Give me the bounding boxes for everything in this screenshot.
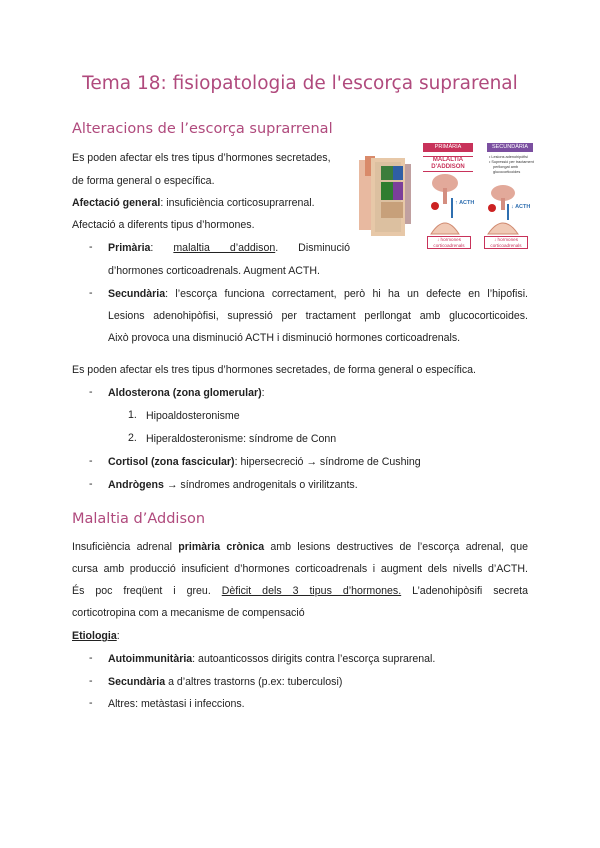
intro-line-1: Es poden afectar els tres tipus d’hormones secretades,	[72, 152, 331, 164]
horm-line-2: corticoadrenals	[433, 242, 465, 248]
horm-line-2: corticoadrenals	[490, 242, 522, 248]
malaltia-line-1: MALALTIA	[432, 157, 464, 163]
etiologia-heading	[72, 629, 120, 643]
secundaria-header: SECUNDÀRIA	[491, 144, 529, 150]
primaria-link[interactable]: malaltia d’addison	[173, 242, 276, 254]
hormones-label-primary	[427, 236, 471, 249]
secundaria-notes	[489, 155, 534, 175]
bullet-dash: -	[89, 478, 93, 490]
addison-l1a: Insuficiència adrenal	[72, 541, 179, 553]
section-heading-alteracions: Alteracions de l’escorça suprarrenal	[72, 121, 333, 137]
sec-note-3: perllongat amb	[493, 165, 519, 169]
acth-down-label: ↓ ACTH	[511, 204, 531, 210]
primaria-line: Primària: malaltia d’addison. Disminució	[108, 242, 350, 254]
addison-line-3	[72, 584, 528, 598]
bullet-dash: -	[89, 455, 93, 467]
afectacio-line-2: Afectació a diferents tipus d’hormones.	[72, 219, 255, 231]
list-number-2: 2.	[128, 432, 137, 444]
malaltia-line-2: D'ADDISON	[431, 164, 465, 170]
sec-note-4: glucocorticoides	[493, 170, 521, 174]
bullet-dash: -	[89, 675, 93, 687]
secundaria-line	[108, 287, 528, 301]
bullet-dash: -	[89, 241, 93, 253]
bullet-dash: -	[89, 386, 93, 398]
addison-l1b: primària crònica	[178, 541, 265, 553]
etiologia-suffix: :	[116, 630, 120, 642]
primaria-text: . Disminució	[275, 242, 350, 254]
autoimmunitaria-text: : autoanticossos dirigits contra l’escorça suprarenal.	[192, 653, 436, 665]
autoimmunitaria-line	[108, 652, 435, 666]
aldosterona-suffix: :	[261, 387, 265, 399]
section-heading-addison: Malaltia d’Addison	[72, 511, 206, 527]
addison-l3c: L’adenohipòsifi secreta	[401, 585, 528, 597]
sec-note-2: • Supressió per tractament	[489, 160, 534, 164]
secundaria-line-2: Lesions adenohipòfisi, supressió per tractament perllongat amb glucocorticoides.	[108, 310, 528, 322]
altres-line: Altres: metàstasi i infeccions.	[108, 698, 245, 710]
secundaria-etiologia-line	[108, 675, 342, 689]
acth-up-label: ↑ ACTH	[455, 200, 475, 206]
malaltia-addison-label	[423, 156, 473, 172]
intro-line-3: Es poden afectar els tres tipus d’hormones secretades, de forma general o específica.	[72, 364, 476, 376]
horm-line-1: ↓ hormones	[493, 237, 518, 242]
bullet-dash: -	[89, 287, 93, 299]
secundaria-etiologia-label: Secundària	[108, 676, 166, 688]
page-title: Tema 18: fisiopatologia de l'escorça suprarenal	[82, 73, 518, 94]
cortisol-label: Cortisol (zona fascicular)	[108, 456, 235, 468]
androgens-text: → síndromes androgenitals o virilitzants.	[163, 479, 358, 491]
afectacio-label: Afectació general	[72, 197, 161, 209]
primaria-line-2: d’hormones corticoadrenals. Augment ACTH.	[108, 265, 320, 277]
addison-line-1	[72, 540, 528, 554]
cortisol-text: : hipersecreció → síndrome de Cushing	[234, 456, 421, 468]
addison-line-4: corticotropina com a mecanisme de compensació	[72, 607, 305, 619]
secundaria-text: : l’escorça funciona correctament, però hi ha un defecte en l’hipofisi.	[165, 288, 528, 300]
hormones-label-secondary	[484, 236, 528, 249]
intro-line-2: de forma general o específica.	[72, 175, 215, 187]
cortex-section-illustration	[359, 156, 411, 236]
afectacio-general	[72, 196, 315, 210]
aldosterona-label: Aldosterona (zona glomerular)	[108, 387, 262, 399]
addison-l1c: amb lesions destructives de l’escorça adrenal, que	[264, 541, 528, 553]
secundaria-etiologia-text: a d’altres trastorns (p.ex: tuberculosi)	[165, 676, 343, 688]
adrenal-figure	[357, 138, 535, 258]
bullet-dash: -	[89, 652, 93, 664]
cortisol-line	[108, 455, 421, 469]
list-number-1: 1.	[128, 409, 137, 421]
androgens-line	[108, 478, 358, 492]
hiperaldosteronisme: Hiperaldosteronisme: síndrome de Conn	[146, 433, 337, 445]
hipoaldosteronisme: Hipoaldosteronisme	[146, 410, 240, 422]
bullet-dash: -	[89, 697, 93, 709]
etiologia-label: Etiologia	[72, 630, 117, 642]
secundaria-line-3: Això provoca una disminució ACTH i disminució hormones corticoadrenals.	[108, 332, 461, 344]
primaria-label: Primària	[108, 242, 151, 254]
addison-l3a: És poc freqüent i greu.	[72, 585, 222, 597]
aldosterona-line	[108, 386, 265, 400]
secundaria-label: Secundària	[108, 288, 166, 300]
autoimmunitaria-label: Autoimmunitària	[108, 653, 193, 665]
sec-note-1: • Lesions adenohipòfisi	[489, 155, 528, 159]
addison-l3b: Dèficit dels 3 tipus d’hormones.	[221, 585, 402, 597]
addison-line-2: cursa amb producció insuficient d’hormones corticoadrenals i augment dels nivells d’ACTH.	[72, 563, 528, 575]
androgens-label: Andrògens	[108, 479, 164, 491]
horm-line-1: ↓ hormones	[436, 237, 461, 242]
primaria-header: PRIMÀRIA	[434, 144, 462, 150]
afectacio-text: : insuficiència corticosuprarrenal.	[160, 197, 315, 209]
